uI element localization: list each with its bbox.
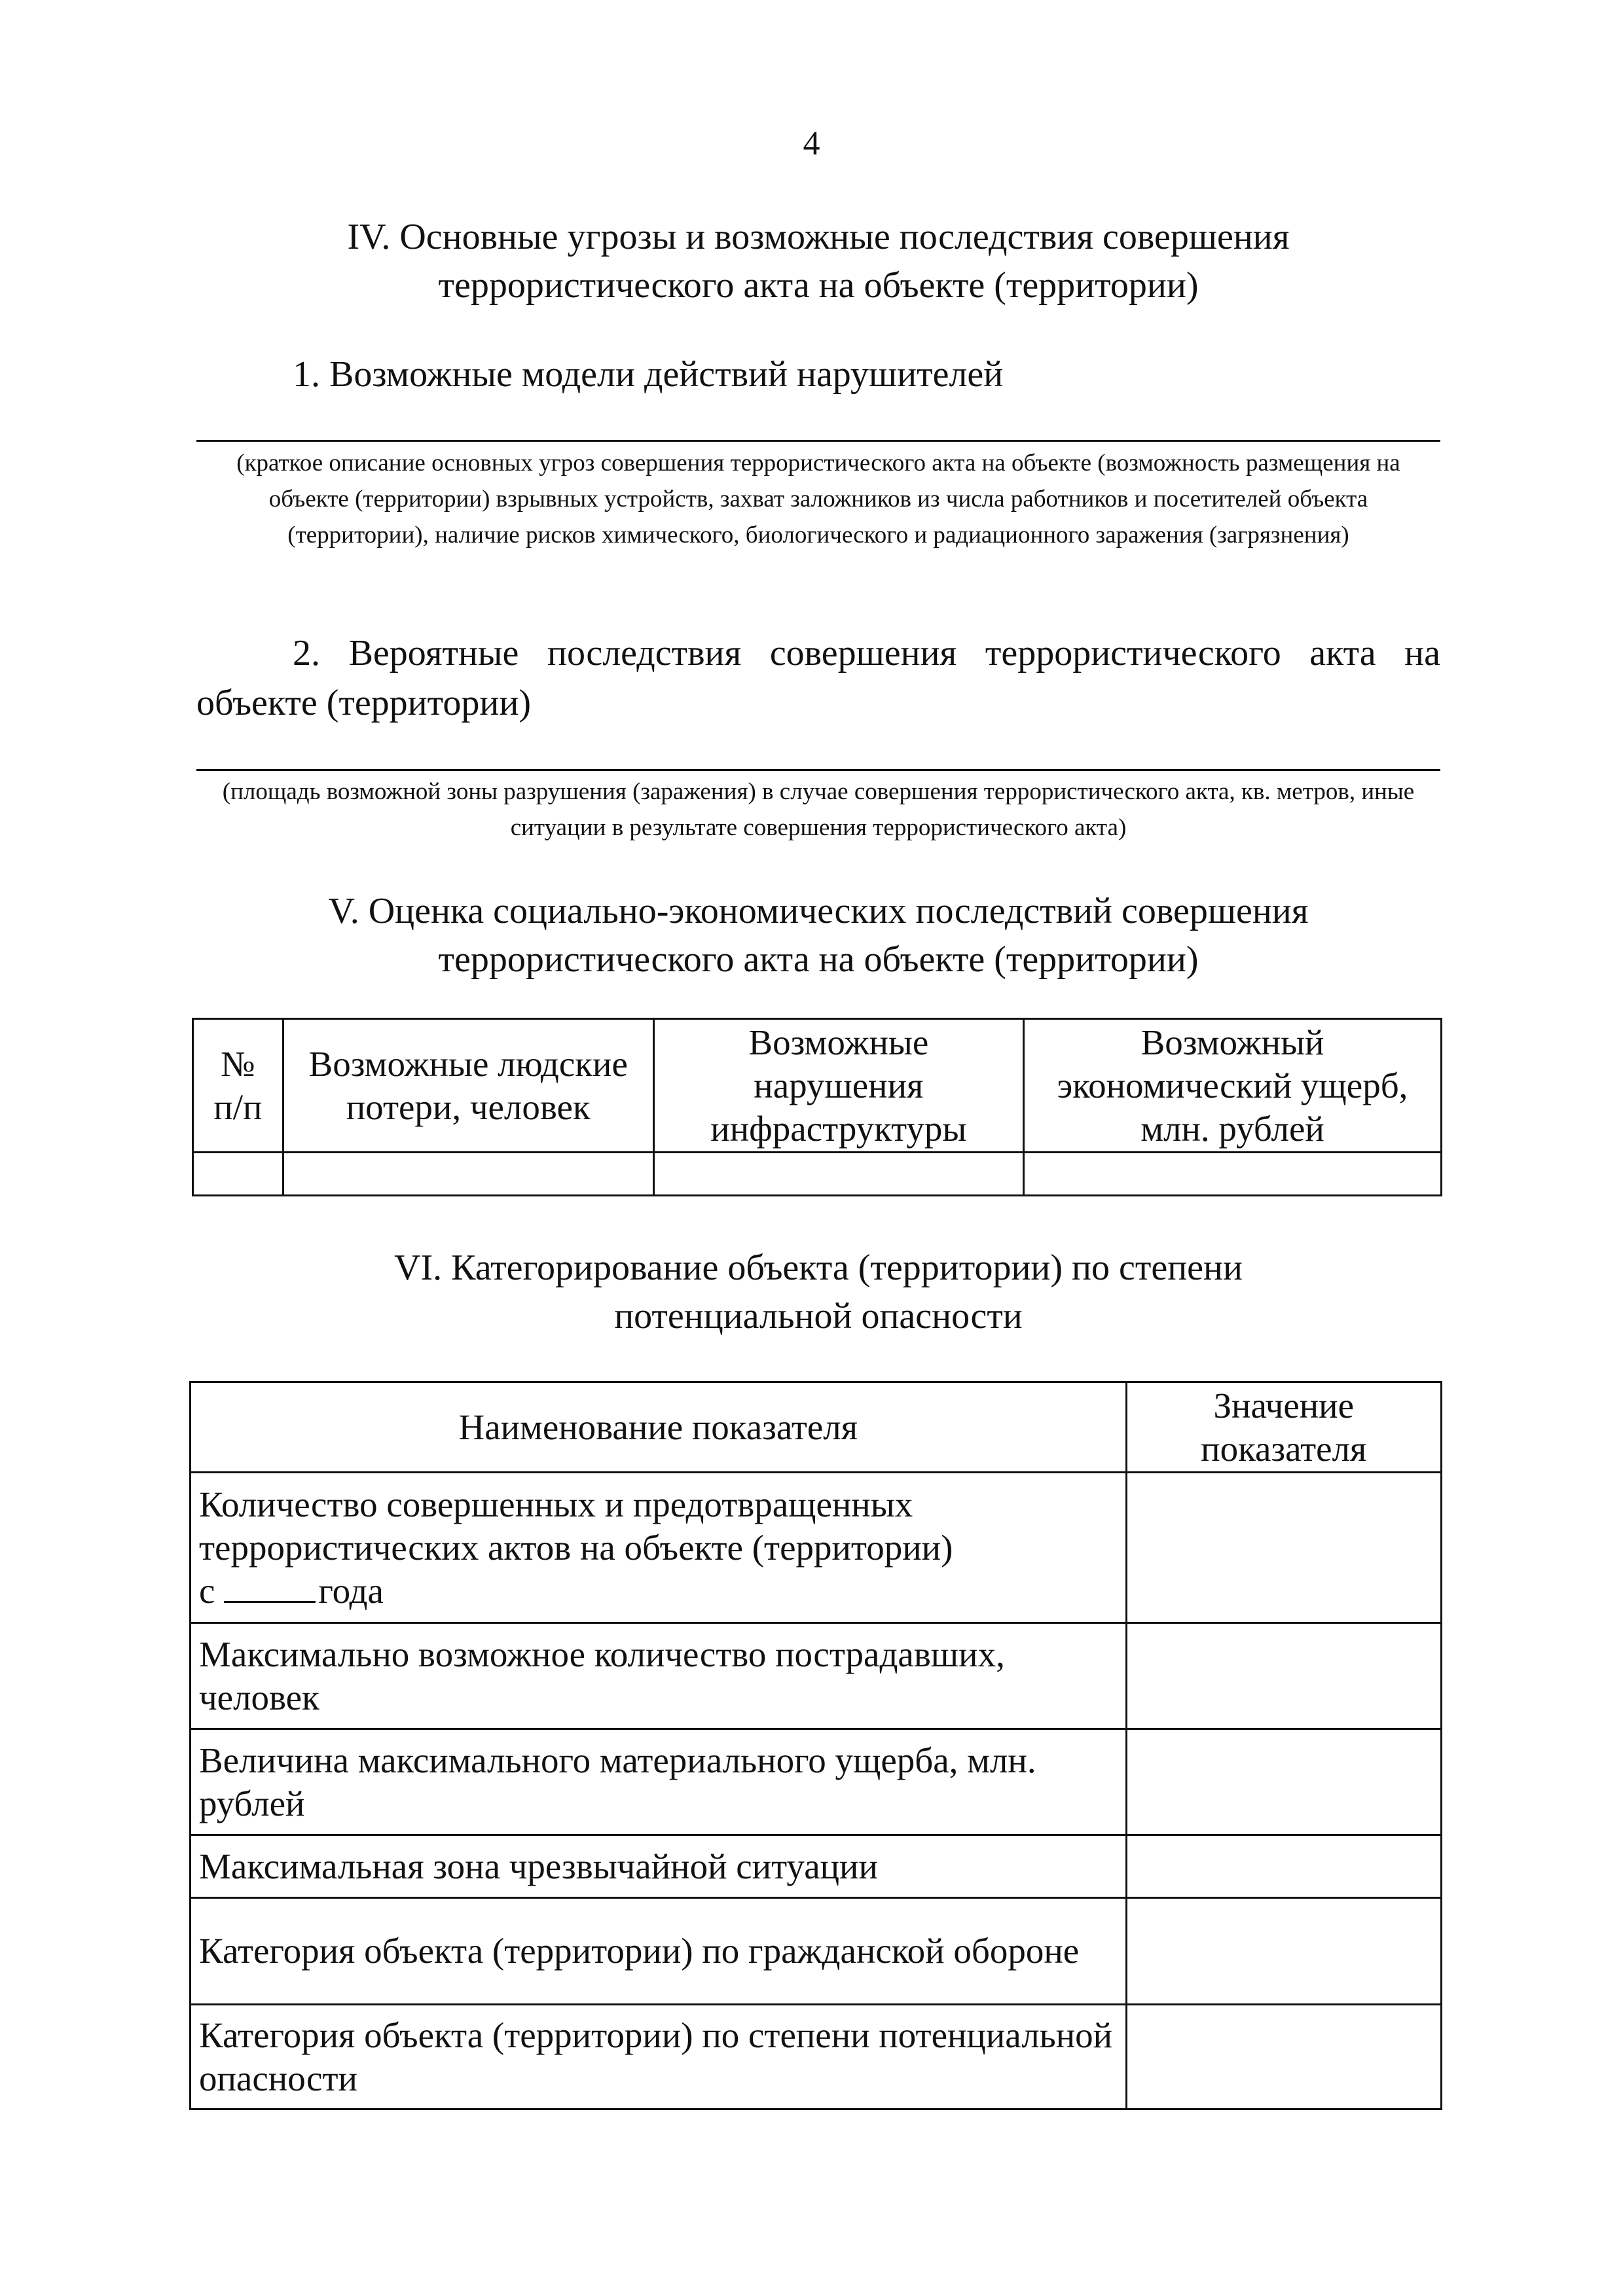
indicator-value-cell[interactable] — [1126, 1729, 1442, 1835]
section-4-title — [196, 213, 1440, 310]
categorization-table-header-row — [191, 1382, 1442, 1473]
indicator-name-cell: Величина максимального материального ущерба, млн. рублей — [191, 1729, 1127, 1835]
indicator-value-cell[interactable] — [1126, 1473, 1442, 1623]
fill-in-line-1 — [196, 440, 1440, 442]
indicator-name-cell — [191, 1473, 1127, 1623]
table-row — [191, 1473, 1442, 1623]
indicator-name-prefix: с — [199, 1570, 215, 1611]
categorization-table — [189, 1381, 1442, 2110]
table-row — [191, 1835, 1442, 1898]
header-cell-number: № п/п — [193, 1019, 283, 1153]
header-cell-infrastructure: Возможные нарушения инфраструктуры — [653, 1019, 1023, 1153]
header-cell-economic-damage: Возможный экономический ущерб, млн. рублей — [1024, 1019, 1442, 1153]
table-cell[interactable] — [193, 1153, 283, 1196]
section-6-title-line-2: потенциальной опасности — [614, 1296, 1023, 1336]
header-cell-indicator-name: Наименование показателя — [191, 1382, 1127, 1473]
indicator-name-suffix: года — [318, 1570, 384, 1611]
header-cell-indicator-value: Значение показателя — [1126, 1382, 1442, 1473]
table-row — [191, 1898, 1442, 2005]
table-row — [191, 2005, 1442, 2109]
item-1-heading: 1. Возможные модели действий нарушителей — [293, 354, 1004, 395]
indicator-name-cell: Максимально возможное количество пострадавших, человек — [191, 1623, 1127, 1729]
indicator-name-cell: Категория объекта (территории) по гражданской обороне — [191, 1898, 1127, 2005]
section-6-title-line-1: VI. Категорирование объекта (территории) по степени — [394, 1247, 1243, 1288]
section-6-title — [196, 1244, 1440, 1340]
table-row — [191, 1729, 1442, 1835]
consequences-table-header-row — [193, 1019, 1442, 1153]
item-2-note: (площадь возможной зоны разрушения (заражения) в случае совершения террористического акта, кв. метров, иные ситуации в результате совершения террористического акта) — [222, 778, 1415, 841]
header-cell-human-losses: Возможные людские потери, человек — [283, 1019, 653, 1153]
indicator-value-cell[interactable] — [1126, 1835, 1442, 1898]
section-5-title-line-2: террористического акта на объекте (территории) — [438, 939, 1199, 980]
table-cell[interactable] — [283, 1153, 653, 1196]
indicator-name-cell: Категория объекта (территории) по степени потенциальной опасности — [191, 2005, 1127, 2109]
table-cell[interactable] — [1024, 1153, 1442, 1196]
indicator-value-cell[interactable] — [1126, 1898, 1442, 2005]
consequences-table — [192, 1018, 1442, 1196]
table-row — [191, 1623, 1442, 1729]
section-4-title-line-2: террористического акта на объекте (территории) — [438, 265, 1199, 306]
indicator-name-text: Количество совершенных и предотвращенных террористических актов на объекте (территории) — [199, 1484, 953, 1568]
indicator-name-cell: Максимальная зона чрезвычайной ситуации — [191, 1835, 1127, 1898]
indicator-value-cell[interactable] — [1126, 1623, 1442, 1729]
table-row — [193, 1153, 1442, 1196]
fill-in-line-2 — [196, 769, 1440, 771]
section-5-title — [196, 887, 1440, 984]
indicator-value-cell[interactable] — [1126, 2005, 1442, 2109]
section-4-title-line-1: IV. Основные угрозы и возможные последствия совершения — [347, 217, 1290, 257]
section-5-title-line-1: V. Оценка социально-экономических последствий совершения — [328, 891, 1309, 931]
table-cell[interactable] — [653, 1153, 1023, 1196]
page-number: 4 — [803, 125, 820, 162]
item-1-note: (краткое описание основных угроз совершения террористического акта на объекте (возможность размещения на объекте (территории) взрывных устройств, захват заложников из числа работников и посетителей объекта (территории), наличие рисков химического, биологического и радиационного заражения (загрязнения) — [236, 450, 1400, 548]
item-2-paragraph: 2. Вероятные последствия совершения террористического акта на объекте (территории) — [196, 633, 1440, 723]
year-blank-line — [224, 1570, 316, 1603]
